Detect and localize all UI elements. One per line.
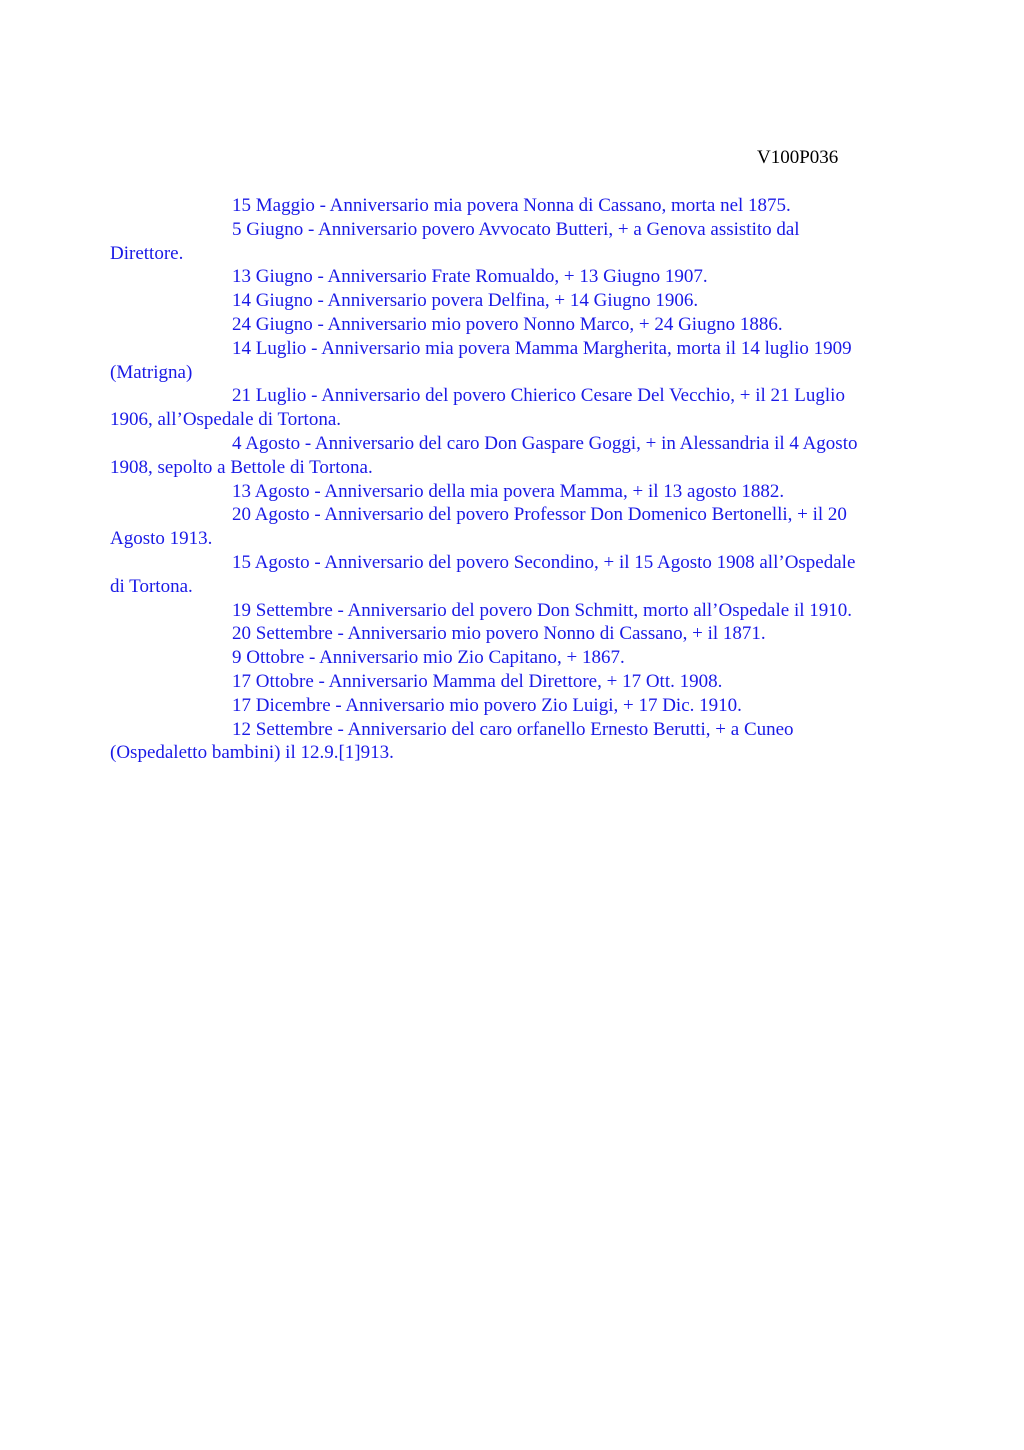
- anniversary-entry: [171, 599, 931, 623]
- anniversary-entry: [110, 218, 931, 266]
- entry-first-line: 15 Agosto - Anniversario del povero Secondino, + il 15 Agosto 1908 all’Ospedale: [232, 551, 856, 573]
- anniversary-entry: [171, 670, 931, 694]
- entry-first-line: 5 Giugno - Anniversario povero Avvocato Butteri, + a Genova assistito dal: [232, 218, 800, 240]
- entry-continuation-line: (Ospedaletto bambini) il 12.9.[1]913.: [110, 742, 394, 764]
- anniversary-entry: [110, 384, 931, 432]
- entry-continuation-line: di Tortona.: [110, 575, 193, 597]
- anniversary-entry: [110, 718, 931, 766]
- anniversary-entry: [171, 622, 931, 646]
- entry-first-line: 20 Settembre - Anniversario mio povero Nonno di Cassano, + il 1871.: [232, 623, 766, 645]
- entry-first-line: 13 Agosto - Anniversario della mia povera Mamma, + il 13 agosto 1882.: [232, 480, 785, 502]
- anniversary-entry: [171, 646, 931, 670]
- entry-first-line: 15 Maggio - Anniversario mia povera Nonna di Cassano, morta nel 1875.: [232, 195, 791, 216]
- entry-first-line: 13 Giugno - Anniversario Frate Romualdo, + 13 Giugno 1907.: [232, 266, 708, 288]
- anniversary-list: [110, 194, 931, 765]
- entry-first-line: 4 Agosto - Anniversario del caro Don Gaspare Goggi, + in Alessandria il 4 Agosto: [232, 432, 858, 454]
- page-code: V100P036: [757, 147, 839, 168]
- entry-continuation-line: 1908, sepolto a Bettole di Tortona.: [110, 456, 373, 478]
- anniversary-entry: [171, 694, 931, 718]
- entry-first-line: 9 Ottobre - Anniversario mio Zio Capitano, + 1867.: [232, 647, 625, 669]
- anniversary-entry: [171, 289, 931, 313]
- anniversary-entry: [110, 551, 931, 599]
- entry-first-line: 12 Settembre - Anniversario del caro orfanello Ernesto Berutti, + a Cuneo: [232, 718, 794, 740]
- entry-first-line: 20 Agosto - Anniversario del povero Professor Don Domenico Bertonelli, + il 20: [232, 504, 847, 526]
- entry-first-line: 14 Giugno - Anniversario povera Delfina, + 14 Giugno 1906.: [232, 290, 699, 312]
- anniversary-entry: [171, 313, 931, 337]
- entry-continuation-line: Agosto 1913.: [110, 528, 213, 550]
- entry-continuation-line: 1906, all’Ospedale di Tortona.: [110, 409, 342, 431]
- anniversary-entry: [171, 265, 931, 289]
- anniversary-entry: [110, 337, 931, 385]
- anniversary-entry: [171, 480, 931, 504]
- entry-continuation-line: Direttore.: [110, 242, 184, 264]
- entry-first-line: 24 Giugno - Anniversario mio povero Nonno Marco, + 24 Giugno 1886.: [232, 313, 783, 335]
- entry-first-line: 19 Settembre - Anniversario del povero Don Schmitt, morto all’Ospedale il 1910.: [232, 599, 853, 621]
- anniversary-entry: [110, 503, 931, 551]
- anniversary-entry: [110, 432, 931, 480]
- entry-first-line: 17 Ottobre - Anniversario Mamma del Direttore, + 17 Ott. 1908.: [232, 670, 723, 692]
- entry-first-line: 17 Dicembre - Anniversario mio povero Zio Luigi, + 17 Dic. 1910.: [232, 694, 742, 716]
- anniversary-entry: [171, 194, 931, 218]
- entry-first-line: 21 Luglio - Anniversario del povero Chierico Cesare Del Vecchio, + il 21 Luglio: [232, 385, 845, 407]
- entry-first-line: 14 Luglio - Anniversario mia povera Mamma Margherita, morta il 14 luglio 1909: [232, 337, 852, 359]
- entry-continuation-line: (Matrigna): [110, 361, 193, 383]
